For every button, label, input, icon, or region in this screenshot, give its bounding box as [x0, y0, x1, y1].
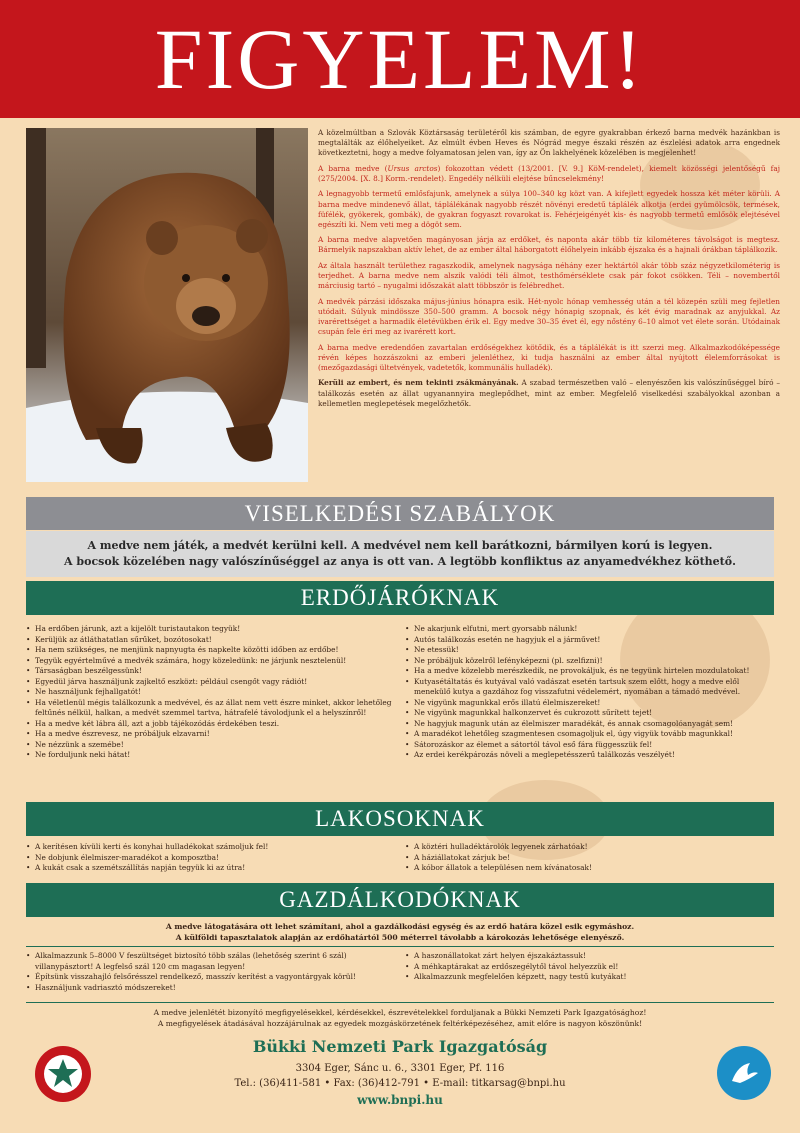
list-item: • Ha a medve észrevesz, ne próbáljuk elzavarni! — [26, 729, 395, 740]
list-item: • Alkalmazzunk 5–8000 V feszültséget biztosító több szálas (lehetőség szerint 6 szál) villanypásztort! A legfelső szál 120 cm magasan legyen! — [26, 951, 395, 972]
intro-text-part: A barna medve ( — [318, 163, 388, 173]
rules-line: A medve nem játék, a medvét kerülni kell. A medvével nem kell barátkozni, bármilyen korú is legyen. — [87, 539, 713, 552]
list-item: • Alkalmazzunk megfelelően képzett, nagy testű kutyákat! — [405, 972, 774, 983]
list-item: • Kerüljük az átláthatatlan sűrűket, bozótosokat! — [26, 635, 395, 646]
list-item: • Ne dobjunk élelmiszer-maradékot a komposztba! — [26, 853, 395, 864]
nature-conservation-logo — [716, 1045, 772, 1101]
intro-text — [318, 128, 780, 488]
farmers-list — [26, 951, 774, 993]
list-item: • Tegyük egyértelművé a medvék számára, hogy közeledünk: ne járjunk nesztelenül! — [26, 656, 395, 667]
bnp-logo — [34, 1045, 92, 1103]
list-item: • Ne nézzünk a szemébe! — [26, 740, 395, 751]
list-item: • Ne forduljunk neki hátat! — [26, 750, 395, 761]
rules-box — [26, 531, 774, 577]
list-item: • A méhkaptárakat az erdőszegélytől távol helyezzük el! — [405, 962, 774, 973]
intro-paragraph: A közelmúltban a Szlovák Köztársaság területéről kis számban, de egyre gyakrabban érkező barna medvék hazánkban is megtalálták az élőhelyeiket. Az elmúlt évben Heves és Nógrád megye északi részén az észlelési adatok arra engednek következtetni, hogy a medve folyamatosan jelen van, így az Ön lakhelyének közelében is megjelenhet! — [318, 128, 780, 158]
farmers-list-right — [405, 951, 774, 993]
header-banner — [0, 0, 800, 118]
bear-photo — [26, 128, 308, 482]
intro-paragraph: A legnagyobb termetű emlősfajunk, amelynek a súlya 100–340 kg közt van. A kifejlett egyedek hossza két méter körüli. A barna medve mindenevő állat, táplálékának nagyobb részét növényi eredetű táplálék alkotja (erdei gyümölcsök, termések, füfélék, gyökerek, gombák), de gyakran fogyaszt rovarokat is. Fehérjeigényét kis- és nagyobb termetű emlősök elejtésével egészíti ki. Nem veti meg a dögöt sem. — [318, 189, 780, 229]
organization-contact: Tel.: (36)411-581 • Fax: (36)412-791 • E-mail: titkarsag@bnpi.hu — [234, 1078, 566, 1089]
intro-paragraph: A medvék párzási időszaka május-június hónapra esik. Hét-nyolc hónap vemhesség után a tél közepén szüli meg fejletlen utódait. Súlyuk mindössze 350–500 gramm. A bocsok négy hónapig szopnak, és két évig maradnak az anyjukkal. Az ivarérettséget a harmadik életévükben érik el. Egy medve 30–35 évet él, egy nőstény 6–10 almot vet élete során. Utódainak csupán fele éri meg az ivarérett kort. — [318, 296, 780, 337]
list-item: • A kóbor állatok a településen nem kívánatosak! — [405, 863, 774, 874]
hikers-heading — [26, 581, 774, 615]
list-item: • A kukát csak a szemétszállítás napján tegyük ki az útra! — [26, 863, 395, 874]
list-item: • A kerítésen kívüli kerti és konyhai hulladékokat számoljuk fel! — [26, 842, 395, 853]
farmers-heading — [26, 883, 774, 917]
list-item: • Ne próbáljuk közelről lefényképezni (pl. szelfizni)! — [405, 656, 774, 667]
divider — [26, 946, 774, 947]
list-item: • Építsünk visszahajló felsőrésszel rendelkező, masszív kerítést a vagyontárgyak körül! — [26, 972, 395, 983]
intro-paragraph: Az általa használt területhez ragaszkodik, amelynek nagysága néhány ezer hektártól akár több száz négyzetkilométerig is terjedhet. A barna medve nem alszik valódi téli álmot, testhőmérséklete csak pár fokot csökken. Téli – novembertől márciusig tartó – nyugalmi időszakát alatt többször is felébredhet. — [318, 261, 780, 291]
organization-block — [160, 1037, 640, 1107]
hikers-list-left — [26, 624, 395, 761]
page-title: FIGYELEM! — [154, 11, 646, 107]
rules-heading — [26, 497, 774, 530]
intro-text-part: A szabad természetben való – elenyészően kis valószínűséggel bíró – találkozás esetén az állat ugyanannyira meglepődhet, mint az ember. Megfelelő viselkedési szabályokkal azonban a kellemetlen meglepetések megelőzhetők. — [318, 378, 781, 408]
list-item: • A köztéri hulladéktárolók legyenek zárhatóak! — [405, 842, 774, 853]
list-item: • Ne akarjunk elfutni, mert gyorsabb nálunk! — [405, 624, 774, 635]
residents-heading — [26, 802, 774, 836]
intro-paragraph — [318, 378, 780, 408]
intro-bold-text: Kerüli az embert, és nem tekinti zsákmányának. — [318, 378, 519, 388]
list-item: • Ne hagyjuk magunk után az élelmiszer maradékát, és annak csomagolóanyagát sem! — [405, 719, 774, 730]
list-item: • Az erdei kerékpározás növeli a meglepetésszerű találkozás veszélyét! — [405, 750, 774, 761]
latin-name: Ursus arctos — [387, 163, 438, 173]
list-item: • Ne vigyünk magunkkal halkonzervet és cukrozott sűrített tejet! — [405, 708, 774, 719]
list-item: • Ha nem szükséges, ne menjünk napnyugta és napkelte közötti időben az erdőbe! — [26, 645, 395, 656]
rules-title: VISELKEDÉSI SZABÁLYOK — [244, 500, 556, 526]
list-item: • A maradékot lehetőleg szagmentesen csomagoljuk el, úgy vigyük tovább magunkkal! — [405, 729, 774, 740]
list-item: • Használjunk vadriasztó módszereket! — [26, 983, 395, 994]
intro-text-part: ) fokozottan védett (13/2001. [V. 9.] KöM-rendelet), kiemelt közösségi jelentőségű faj (275/2004. [X. 8.] Korm.-rendelet). Engedély nélküli elejtése bűncselekmény! — [318, 163, 780, 183]
website-link[interactable]: www.bnpi.hu — [357, 1093, 443, 1107]
rules-line: A bocsok közelében nagy valószínűséggel az anya is ott van. A legtöbb konfliktus az anyamedvékhez köthető. — [64, 555, 736, 568]
hikers-list-right — [405, 624, 774, 761]
intro-paragraph: A barna medve alapvetően magányosan járja az erdőket, és naponta akár több tíz kilométeres távolságot is megtesz. Bármelyik napszakban aktív lehet, de az ember által háborgatott élőhelyein inkább éjszaka és a hajnali órákban táplálkozik. — [318, 235, 780, 255]
organization-address: 3304 Eger, Sánc u. 6., 3301 Eger, Pf. 116 — [295, 1063, 505, 1074]
intro-paragraph: A barna medve eredendően zavartalan erdőségekhez kötődik, és a táplálékát is itt szerzi meg. Alkalmazkodóképessége révén képes hozzászokni az emberi jelenléthez, ki tudja használni az ember által nyújtott élelemforrásokat is (mezőgazdasági ültetvények, vadetetők, kommunális hulladék). — [318, 342, 780, 372]
hikers-title: ERDŐJÁRÓKNAK — [300, 585, 500, 610]
intro-paragraph — [318, 164, 780, 184]
farmers-note-line: A külföldi tapasztalatok alapján az erdőhatártól 500 méterrel távolabb a károkozás lehetősége elenyésző. — [175, 933, 625, 942]
footer-note-line: A medve jelenlétét bizonyító megfigyelésekkel, kérdésekkel, észrevételekkel forduljanak a Bükki Nemzeti Park Igazgatósághoz! — [153, 1008, 647, 1017]
list-item: • Ha erdőben járunk, azt a kijelölt turistautakon tegyük! — [26, 624, 395, 635]
residents-list-left — [26, 842, 395, 874]
divider — [26, 1002, 774, 1003]
list-item: • A haszonállatokat zárt helyen éjszakáztassuk! — [405, 951, 774, 962]
hikers-list — [26, 624, 774, 761]
list-item: • Társaságban beszélgessünk! — [26, 666, 395, 677]
farmers-note-line: A medve látogatására ott lehet számítani, ahol a gazdálkodási egység és az erdő határa közel esik egymáshoz. — [165, 922, 635, 931]
residents-list-right — [405, 842, 774, 874]
list-item: • Kutyasétáltatás és kutyával való vadászat esetén tartsuk szem előtt, hogy a medve elől menekülő kutya a gazdához fog visszafutni védelemért, nyomában a támadó medvével. — [405, 677, 774, 698]
farmers-title: GAZDÁLKODÓKNAK — [279, 887, 521, 912]
list-item: • Sátorozáskor az élemet a sátortól távol eső fára függesszük fel! — [405, 740, 774, 751]
list-item: • Ne vigyünk magunkkal erős illatú élelmiszereket! — [405, 698, 774, 709]
farmers-note — [26, 921, 774, 943]
list-item: • Ne használjunk fejhallgatót! — [26, 687, 395, 698]
farmers-list-left — [26, 951, 395, 993]
residents-list — [26, 842, 774, 874]
list-item: • Ha a medve két lábra áll, azt a jobb tájékozódás érdekében teszi. — [26, 719, 395, 730]
list-item: • Egyedül járva használjunk zajkeltő eszközt: például csengőt vagy rádiót! — [26, 677, 395, 688]
list-item: • A háziállatokat zárjuk be! — [405, 853, 774, 864]
organization-name: Bükki Nemzeti Park Igazgatóság — [252, 1037, 548, 1056]
list-item: • Ha véletlenül mégis találkozunk a medvével, és az állat nem vett észre minket, akkor lehetőleg feltűnés nélkül, halkan, a medvét szemmel tartva, hátrafelé távolodjunk el a helyszínről! — [26, 698, 395, 719]
residents-title: LAKOSOKNAK — [315, 806, 485, 831]
list-item: • Autós találkozás esetén ne hagyjuk el a járművet! — [405, 635, 774, 646]
footer-note-line: A megfigyelések átadásával hozzájárulnak az egyedek mozgáskörzetének feltérképezéséhez, amit előre is nagyon köszönünk! — [157, 1019, 643, 1028]
list-item: • Ha a medve közelebb merészkedik, ne provokáljuk, és ne tegyünk hirtelen mozdulatokat! — [405, 666, 774, 677]
footer-note — [26, 1007, 774, 1029]
list-item: • Ne etessük! — [405, 645, 774, 656]
